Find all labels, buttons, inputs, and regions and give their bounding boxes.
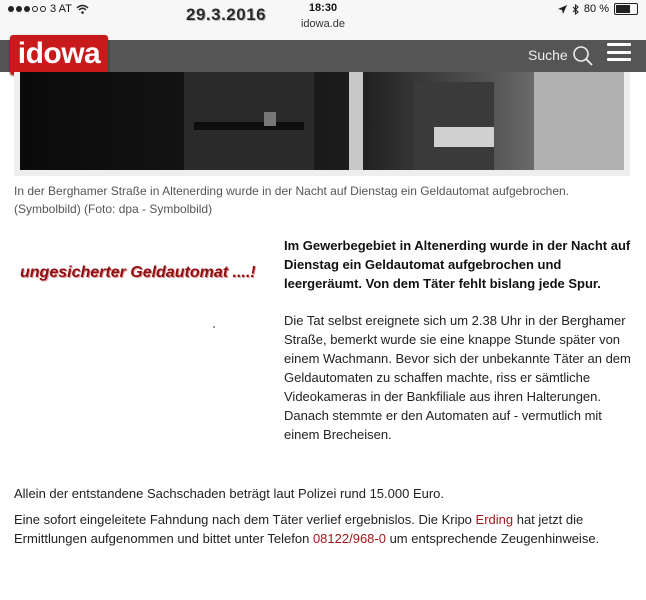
- battery-percent: 80 %: [583, 3, 609, 15]
- status-right: [558, 3, 638, 15]
- menu-line: [607, 51, 631, 54]
- search-icon[interactable]: [572, 45, 594, 67]
- image-speck: [213, 326, 215, 328]
- inline-image-text: ungesicherter Geldautomat ....!: [20, 264, 256, 281]
- link-erding[interactable]: Erding: [475, 512, 514, 527]
- photo-illustration: [14, 72, 630, 176]
- photo-caption: In der Berghamer Straße in Altenerding wurde in der Nacht auf Dienstag ein Geldautomat aufgebrochen. (Symbolbild) (Foto: dpa - Symbolbild): [14, 184, 569, 216]
- article-lead: Im Gewerbegebiet in Altenerding wurde in der Nacht auf Dienstag ein Geldautomat aufgebrochen und leergeräumt. Von dem Täter fehlt bislang jede Spur.: [284, 238, 631, 291]
- clock: 18:30: [308, 2, 338, 14]
- search-label[interactable]: Suche: [528, 47, 568, 63]
- site-logo[interactable]: idowa: [10, 35, 108, 75]
- menu-line: [607, 58, 631, 61]
- status-bar: [0, 0, 646, 40]
- carrier-label: 3 AT: [50, 3, 72, 15]
- battery-fill: [616, 5, 630, 13]
- location-icon: [558, 5, 567, 14]
- article-paragraph-3: [14, 510, 632, 548]
- article-paragraph-2: Allein der entstandene Sachschaden beträgt laut Polizei rund 15.000 Euro.: [14, 486, 445, 501]
- menu-line: [607, 43, 631, 46]
- article-paragraph-1: Die Tat selbst ereignete sich um 2.38 Uhr in der Berghamer Straße, bemerkt wurde sie eine knappe Stunde später von einem Wachmann. Bevor sich der unbekannte Täter an dem Geldautomaten zu schaffen machte, riss er sämtliche Videokameras in der Bankfiliale aus ihren Halterungen. Danach stemmte er den Automaten auf - vermutlich mit einem Brecheisen.: [284, 313, 631, 442]
- bluetooth-icon: [572, 4, 579, 15]
- paragraph-3-text: Eine sofort eingeleitete Fahndung nach dem Täter verlief ergebnislos. Die Kripo: [14, 512, 476, 527]
- article-photo: [14, 72, 630, 176]
- menu-icon[interactable]: [607, 43, 631, 61]
- link-phone[interactable]: 08122/968-0: [312, 531, 386, 546]
- battery-icon: [614, 3, 638, 15]
- url-bar[interactable]: idowa.de: [300, 18, 346, 30]
- paragraph-3-text: hat jetzt die Ermittlungen aufgenommen und bittet unter Telefon: [14, 512, 584, 546]
- date-overlay: 29.3.2016: [186, 5, 267, 24]
- paragraph-3-text: um entsprechende Zeugenhinweise.: [385, 531, 600, 546]
